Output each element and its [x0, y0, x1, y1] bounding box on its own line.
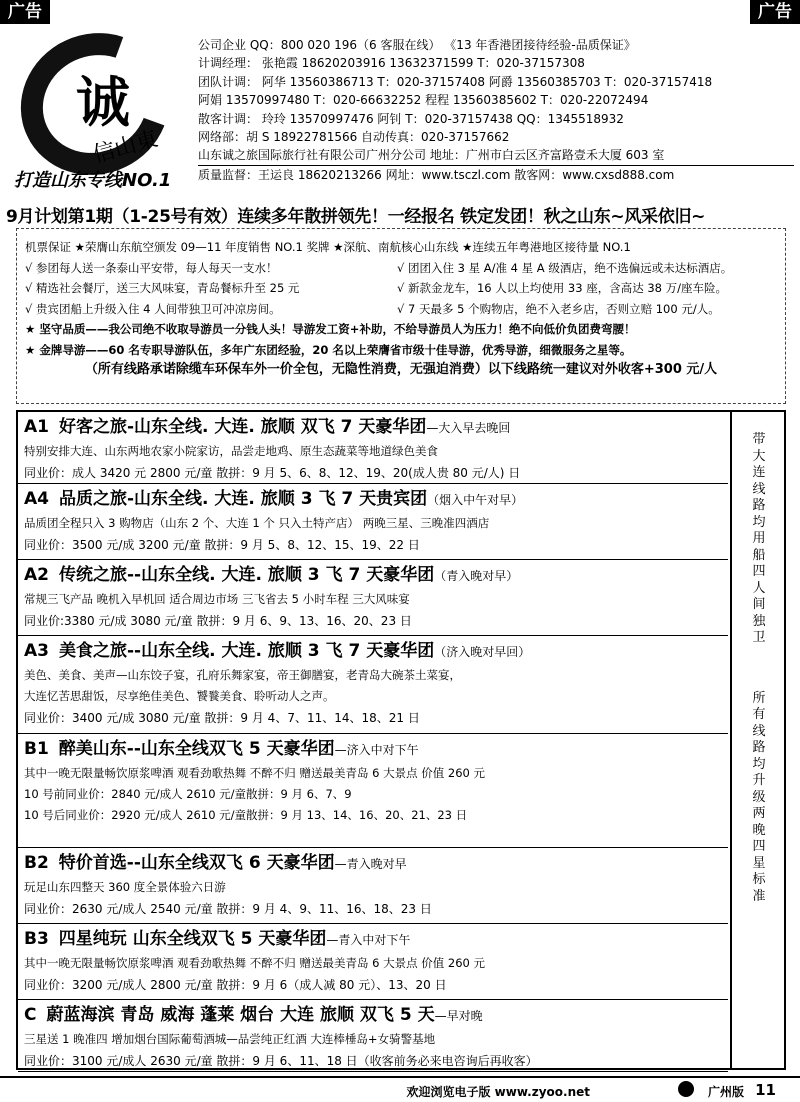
tour-price: 同业价：3500 元/成 3200 元/童 散拼：9 月 5、8、12、15、19、22 日 — [24, 538, 420, 552]
footer — [0, 1076, 800, 1102]
tour-item — [18, 560, 728, 636]
tour-detail: 其中一晚无限量畅饮原浆啤酒 观看劲歌热舞 不醉不归 赠送最美青岛 6 大景点 价值 260 元 — [24, 956, 486, 970]
tour-note: （烟入中午对早） — [427, 493, 524, 507]
tour-name: 四星纯玩 山东全线双飞 5 天豪华团 — [58, 929, 327, 949]
tour-name: 美食之旅--山东全线. 大连. 旅顺 3 飞 7 天豪华团 — [59, 641, 435, 661]
tour-detail: 10 号前同业价：2840 元/成人 2610 元/童散拼：9 月 6、7、9 — [24, 787, 352, 801]
tour-price: 同业价：成人 3420 元 2800 元/童 散拼：9 月 5、6、8、12、19、20(成人贵 80 元/人) 日 — [24, 466, 521, 480]
tour-note: —青入中对下午 — [326, 933, 411, 947]
tour-title — [24, 562, 722, 589]
tour-title — [24, 414, 722, 441]
ad-label-left: 广告 — [0, 0, 50, 24]
tour-detail: 其中一晚无限量畅饮原浆啤酒 观看劲歌热舞 不醉不归 赠送最美青岛 6 大景点 价值 260 元 — [24, 766, 486, 780]
tour-detail: 特别安排大连、山东两地农家小院家访，品尝走地鸡、原生态蔬菜等地道绿色美食 — [24, 444, 438, 458]
contact-row: 阿娟 13570997480 T：020-66632252 程程 13560385602 T：020-22072494 — [198, 93, 649, 108]
tour-item — [18, 484, 728, 560]
tour-note: —济入中对下午 — [334, 743, 419, 757]
tour-code: B1 — [24, 739, 49, 759]
tour-code: A2 — [24, 565, 49, 585]
tour-detail: 玩足山东四整天 360 度全景体验六日游 — [24, 880, 226, 894]
tour-detail: 美色、美食、美声—山东饺子宴，孔府乐舞家宴，帝王御膳宴，老青岛大碗茶土菜宴， — [24, 668, 461, 682]
tour-code: A4 — [24, 489, 49, 509]
tour-price: 同业价:3380 元/成 3080 元/童 散拼：9 月 6、9、13、16、20、23 日 — [24, 614, 412, 628]
side-note: 所有线路均升级两晚四星标准 — [752, 690, 766, 904]
tour-title — [24, 926, 722, 953]
tour-code: C — [24, 1005, 37, 1025]
tour-title — [24, 486, 722, 513]
tour-name: 蔚蓝海滨 青岛 威海 蓬莱 烟台 大连 旅顺 双飞 5 天 — [46, 1005, 435, 1025]
company-logo — [14, 30, 192, 194]
logo-main-char: 诚 — [76, 70, 130, 134]
logo-slogan: 打造山东专线NO.1 — [14, 170, 172, 191]
tour-code: A1 — [24, 417, 49, 437]
tour-item — [18, 636, 728, 734]
tour-price: 同业价：2630 元/成人 2540 元/童 散拼：9 月 4、9、11、16、18、23 日 — [24, 902, 432, 916]
contact-row: 散客计调： 玲玲 13570997476 阿钊 T：020-37157438 QQ：1345518932 — [198, 111, 624, 126]
contact-row: 网络部：胡 S 18922781566 自动传真：020-37157662 — [198, 129, 510, 144]
tour-column — [18, 412, 728, 1072]
side-notes — [730, 412, 786, 1068]
promo-footnote: （所有线路承诺除缆车环保车外一价全包，无隐性消费，无强迫消费）以下线路统一建议对外收客+300 元/人 — [84, 362, 718, 377]
tour-detail: 大连忆苦思甜饭，尽享绝佳美色、饕餮美食、聆听动人之声。 — [24, 689, 335, 703]
tour-detail: 品质团全程只入 3 购物店（山东 2 个、大连 1 个 只入土特产店） 两晚三星、三晚准四酒店 — [24, 516, 490, 530]
tour-price: 同业价：3200 元/成人 2800 元/童 散拼：9 月 6（成人减 80 元）、13、20 日 — [24, 978, 447, 992]
promo-line: √ 参团每人送一条泰山平安带，每人每天一支水！ √ 团团入住 3 星 A/准 4 星 A 级酒店，绝不选偏远或未达标酒店。 — [25, 260, 733, 275]
tour-name: 好客之旅-山东全线. 大连. 旅顺 双飞 7 天豪华团 — [59, 417, 427, 437]
tour-note: —早对晚 — [434, 1009, 483, 1023]
contact-row: 山东诚之旅国际旅行社有限公司广州分公司 地址：广州市白云区齐富路壹禾大厦 603 室 — [198, 146, 794, 165]
tour-title — [24, 1002, 722, 1029]
tour-note: （济入晚对早回） — [434, 645, 531, 659]
tour-name: 醉美山东--山东全线双飞 5 天豪华团 — [58, 739, 335, 759]
contact-block — [198, 36, 794, 184]
contact-row: 质量监督：王运良 18620213266 网址：www.tsczl.com 散客网：www.cxsd888.com — [198, 167, 675, 182]
zyoo-logo-icon — [678, 1081, 694, 1097]
contact-row: 计调经理： 张艳霞 18620203916 13632371599 T：020-37157308 — [198, 56, 585, 71]
promo-line: √ 精选社会餐厅，送三大风味宴，青岛餐标升至 25 元 √ 新款金龙车，16 人以上均使用 33 座，含高达 38 万/座车险。 — [25, 281, 728, 295]
tour-item — [18, 412, 728, 484]
tour-item — [18, 848, 728, 924]
tour-note: （青入晚对早） — [434, 569, 519, 583]
promo-line: √ 贵宾团船上升级入住 4 人间带独卫可冲凉房间。 √ 7 天最多 5 个购物店，绝不入老乡店，否则立赔 100 元/人。 — [25, 301, 720, 316]
page-number: 11 — [755, 1081, 776, 1099]
tour-detail: 常规三飞产品 晚机入早机回 适合周边市场 三飞省去 5 小时车程 三大风味宴 — [24, 592, 410, 606]
header — [6, 26, 794, 200]
tour-title — [24, 638, 722, 665]
tour-name: 特价首选--山东全线双飞 6 天豪华团 — [58, 853, 335, 873]
footer-edition: 广州版 — [707, 1085, 744, 1099]
tour-title — [24, 736, 722, 763]
footer-welcome: 欢迎浏览电子版 www.zyoo.net — [406, 1085, 590, 1099]
tour-name: 传统之旅--山东全线. 大连. 旅顺 3 飞 7 天豪华团 — [59, 565, 435, 585]
tour-code: B2 — [24, 853, 49, 873]
logo-sub-chars: 信山東 — [90, 126, 161, 169]
tour-name: 品质之旅-山东全线. 大连. 旅顺 3 飞 7 天贵宾团 — [59, 489, 428, 509]
headline: 9月计划第1期（1-25号有效）连续多年散拼领先！一经报名 铁定发团！秋之山东~风采依旧~ — [6, 207, 706, 227]
tour-note: —大入早去晚回 — [426, 421, 511, 435]
promo-line: ★ 金牌导游——60 名专职导游队伍，多年广东团经验，20 名以上荣膺省市级十佳导游，优秀导游，细微服务之星等。 — [25, 342, 632, 357]
tour-detail: 三星送 1 晚准四 增加烟台国际葡萄酒城—品尝纯正红酒 大连棒棰岛+女骑警基地 — [24, 1032, 436, 1046]
tour-detail: 10 号后同业价：2920 元/成人 2610 元/童散拼：9 月 13、14、16、20、21、23 日 — [24, 808, 468, 822]
side-note: 带大连线路均用船四人间独卫 — [752, 432, 766, 645]
tour-note: —青入晚对早 — [334, 857, 407, 871]
contact-row: 公司企业 QQ：800 020 196（6 客服在线） 《13 年香港团接待经验-品质保证》 — [198, 38, 636, 52]
tour-code: A3 — [24, 641, 49, 661]
promo-box — [16, 228, 786, 404]
tour-item — [18, 924, 728, 1000]
tour-item — [18, 734, 728, 848]
tour-list — [16, 410, 786, 1070]
tour-code: B3 — [24, 929, 49, 949]
tour-item — [18, 1000, 728, 1072]
tour-price: 同业价：3100 元/成人 2630 元/童 散拼：9 月 6、11、18 日（收客前务必来电咨询后再收客） — [24, 1054, 538, 1068]
promo-line: 机票保证 ★荣膺山东航空颁发 09—11 年度销售 NO.1 奖牌 ★深航、南航核心山东线 ★连续五年粤港地区接待量 NO.1 — [25, 240, 631, 254]
tour-title — [24, 850, 722, 877]
promo-line: ★ 坚守品质——我公司绝不收取导游员一分钱人头！导游发工资+补助，不给导游员人为压力！绝不向低价负团费弯腰！ — [25, 322, 636, 336]
contact-row: 团队计调： 阿华 13560386713 T：020-37157408 阿爵 13560385703 T：020-37157418 — [198, 74, 713, 89]
tour-price: 同业价：3400 元/成 3080 元/童 散拼：9 月 4、7、11、14、18、21 日 — [24, 711, 420, 725]
ad-label-right: 广告 — [750, 0, 800, 24]
